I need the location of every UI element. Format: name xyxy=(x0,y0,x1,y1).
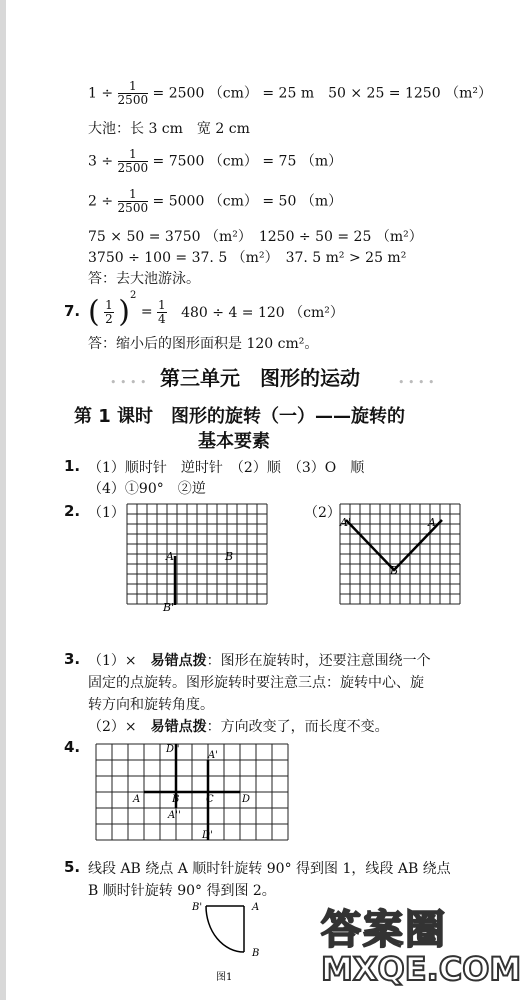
question-number: 3. xyxy=(64,650,81,668)
q5-line-1: 线段 AB 绕点 A 顺时针旋转 90° 得到图 1，线段 AB 绕点 xyxy=(88,861,451,877)
frac-num: 1 xyxy=(118,188,149,202)
dot-ornament-right: • • • • xyxy=(398,376,435,389)
point-label-b-prime: B' xyxy=(163,601,175,614)
point-label-b: B xyxy=(390,564,399,577)
calc-line-6: 3750 ÷ 100 = 37. 5 （m²） 37. 5 m² > 25 m² xyxy=(88,250,407,266)
point-label-b-prime: B' xyxy=(192,902,203,913)
page-gutter xyxy=(0,0,6,1000)
question-number: 5. xyxy=(64,858,81,876)
q3-text: ：方向改变了，而长度不变。 xyxy=(206,719,389,735)
q3-text: ：图形在旋转时，还要注意围绕一个 xyxy=(206,653,431,669)
q3-answer: （1）× xyxy=(88,653,151,669)
calc-line-5: 75 × 50 = 3750 （m²） 1250 ÷ 50 = 25 （m²） xyxy=(88,229,423,245)
q7-answer: 答：缩小后的图形面积是 120 cm²。 xyxy=(88,336,319,352)
calc-text: 480 ÷ 4 = 120 （cm²） xyxy=(181,305,344,321)
frac-den: 2500 xyxy=(117,201,149,215)
point-label-b: B xyxy=(172,794,180,805)
calc-text: 2 ÷ xyxy=(88,193,114,210)
watermark-url: MXQE.COM xyxy=(321,950,521,988)
point-label-a: A xyxy=(252,902,260,913)
point-label-b: B xyxy=(225,550,234,563)
frac-den: 2500 xyxy=(117,161,149,175)
watermark-logo xyxy=(311,890,521,1000)
calc-line-2: 大池：长 3 cm 宽 2 cm xyxy=(88,121,250,137)
part-label: （1） xyxy=(88,505,125,521)
calc-text: 1 ÷ xyxy=(88,85,114,102)
frac-num: 1 xyxy=(105,297,113,312)
point-label-a: A xyxy=(133,794,141,805)
tip-label: 易错点拨 xyxy=(150,719,207,735)
frac-den: 2500 xyxy=(117,93,149,107)
frac-num: 1 xyxy=(118,148,149,162)
question-number: 7. xyxy=(64,302,81,320)
q7-calc xyxy=(88,290,344,330)
fraction xyxy=(157,299,167,326)
unit-title: 第三单元 图形的运动 xyxy=(160,366,360,390)
tip-label: 易错点拨 xyxy=(150,653,207,669)
point-label-a-prime: A' xyxy=(340,516,351,529)
q3-line-1 xyxy=(88,650,431,670)
point-label-c: C xyxy=(206,794,214,805)
frac-num: 1 xyxy=(158,297,166,312)
point-label-a: A xyxy=(166,550,174,563)
calc-text: = 2500 （cm） = 25 m 50 × 25 = 1250 （m²） xyxy=(152,85,492,102)
question-number: 2. xyxy=(64,502,81,520)
calc-text: = 5000 （cm） = 50 （m） xyxy=(152,193,343,210)
question-number: 1. xyxy=(64,457,81,475)
q3-line-4 xyxy=(88,716,389,736)
frac-den: 4 xyxy=(158,311,166,326)
figure-1 xyxy=(178,900,278,985)
q3-answer: （2）× xyxy=(88,719,151,735)
figure-caption: 图1 xyxy=(216,972,233,983)
fraction xyxy=(118,188,149,215)
grid-figure-4 xyxy=(90,742,300,850)
calc-line-3 xyxy=(88,148,342,175)
q5-line-2: B 顺时针旋转 90° 得到图 2。 xyxy=(88,883,276,899)
watermark-title: 答案圈 xyxy=(321,907,447,953)
q3-line-3: 转方向和旋转角度。 xyxy=(88,697,214,713)
grid-figure-1 xyxy=(125,502,275,612)
point-label-a: A xyxy=(428,516,436,529)
calc-text: = 7500 （cm） = 75 （m） xyxy=(152,153,343,170)
fraction xyxy=(118,148,149,175)
frac-num: 1 xyxy=(118,80,149,94)
answer-line: 答：去大池游泳。 xyxy=(88,271,200,287)
point-label-a-double-prime: A'' xyxy=(168,810,181,821)
point-label-b: B xyxy=(252,948,260,959)
calc-line-1 xyxy=(88,80,492,107)
fraction xyxy=(118,80,149,107)
grid-figure-2 xyxy=(338,502,462,612)
dot-ornament-left: • • • • xyxy=(110,376,147,389)
exponent: 2 xyxy=(129,290,137,301)
question-number: 4. xyxy=(64,738,81,756)
q3-line-2: 固定的点旋转。图形旋转时要注意三点：旋转中心、旋 xyxy=(88,675,424,691)
paren-open: ( xyxy=(88,294,100,330)
equals: = xyxy=(140,304,153,320)
point-label-d-prime: D' xyxy=(202,830,213,841)
calc-line-4 xyxy=(88,188,342,215)
fraction xyxy=(104,299,114,326)
lesson-subtitle: 基本要素 xyxy=(198,431,270,452)
rotation-arc xyxy=(206,906,244,952)
calc-text: 3 ÷ xyxy=(88,153,114,170)
point-label-d: D xyxy=(242,794,251,805)
frac-den: 2 xyxy=(105,311,113,326)
point-label-a-prime: A' xyxy=(208,750,218,761)
paren-close: ) xyxy=(118,294,130,330)
point-label-d-double-prime: D'' xyxy=(166,744,180,755)
lesson-title: 第 1 课时 图形的旋转（一）——旋转的 xyxy=(74,406,406,427)
q1-line-1: （1）顺时针 逆时针 （2）顺 （3）O 顺 xyxy=(88,460,365,476)
q1-line-2: （4）①90° ②逆 xyxy=(88,481,206,497)
part-label: （2） xyxy=(304,505,341,521)
